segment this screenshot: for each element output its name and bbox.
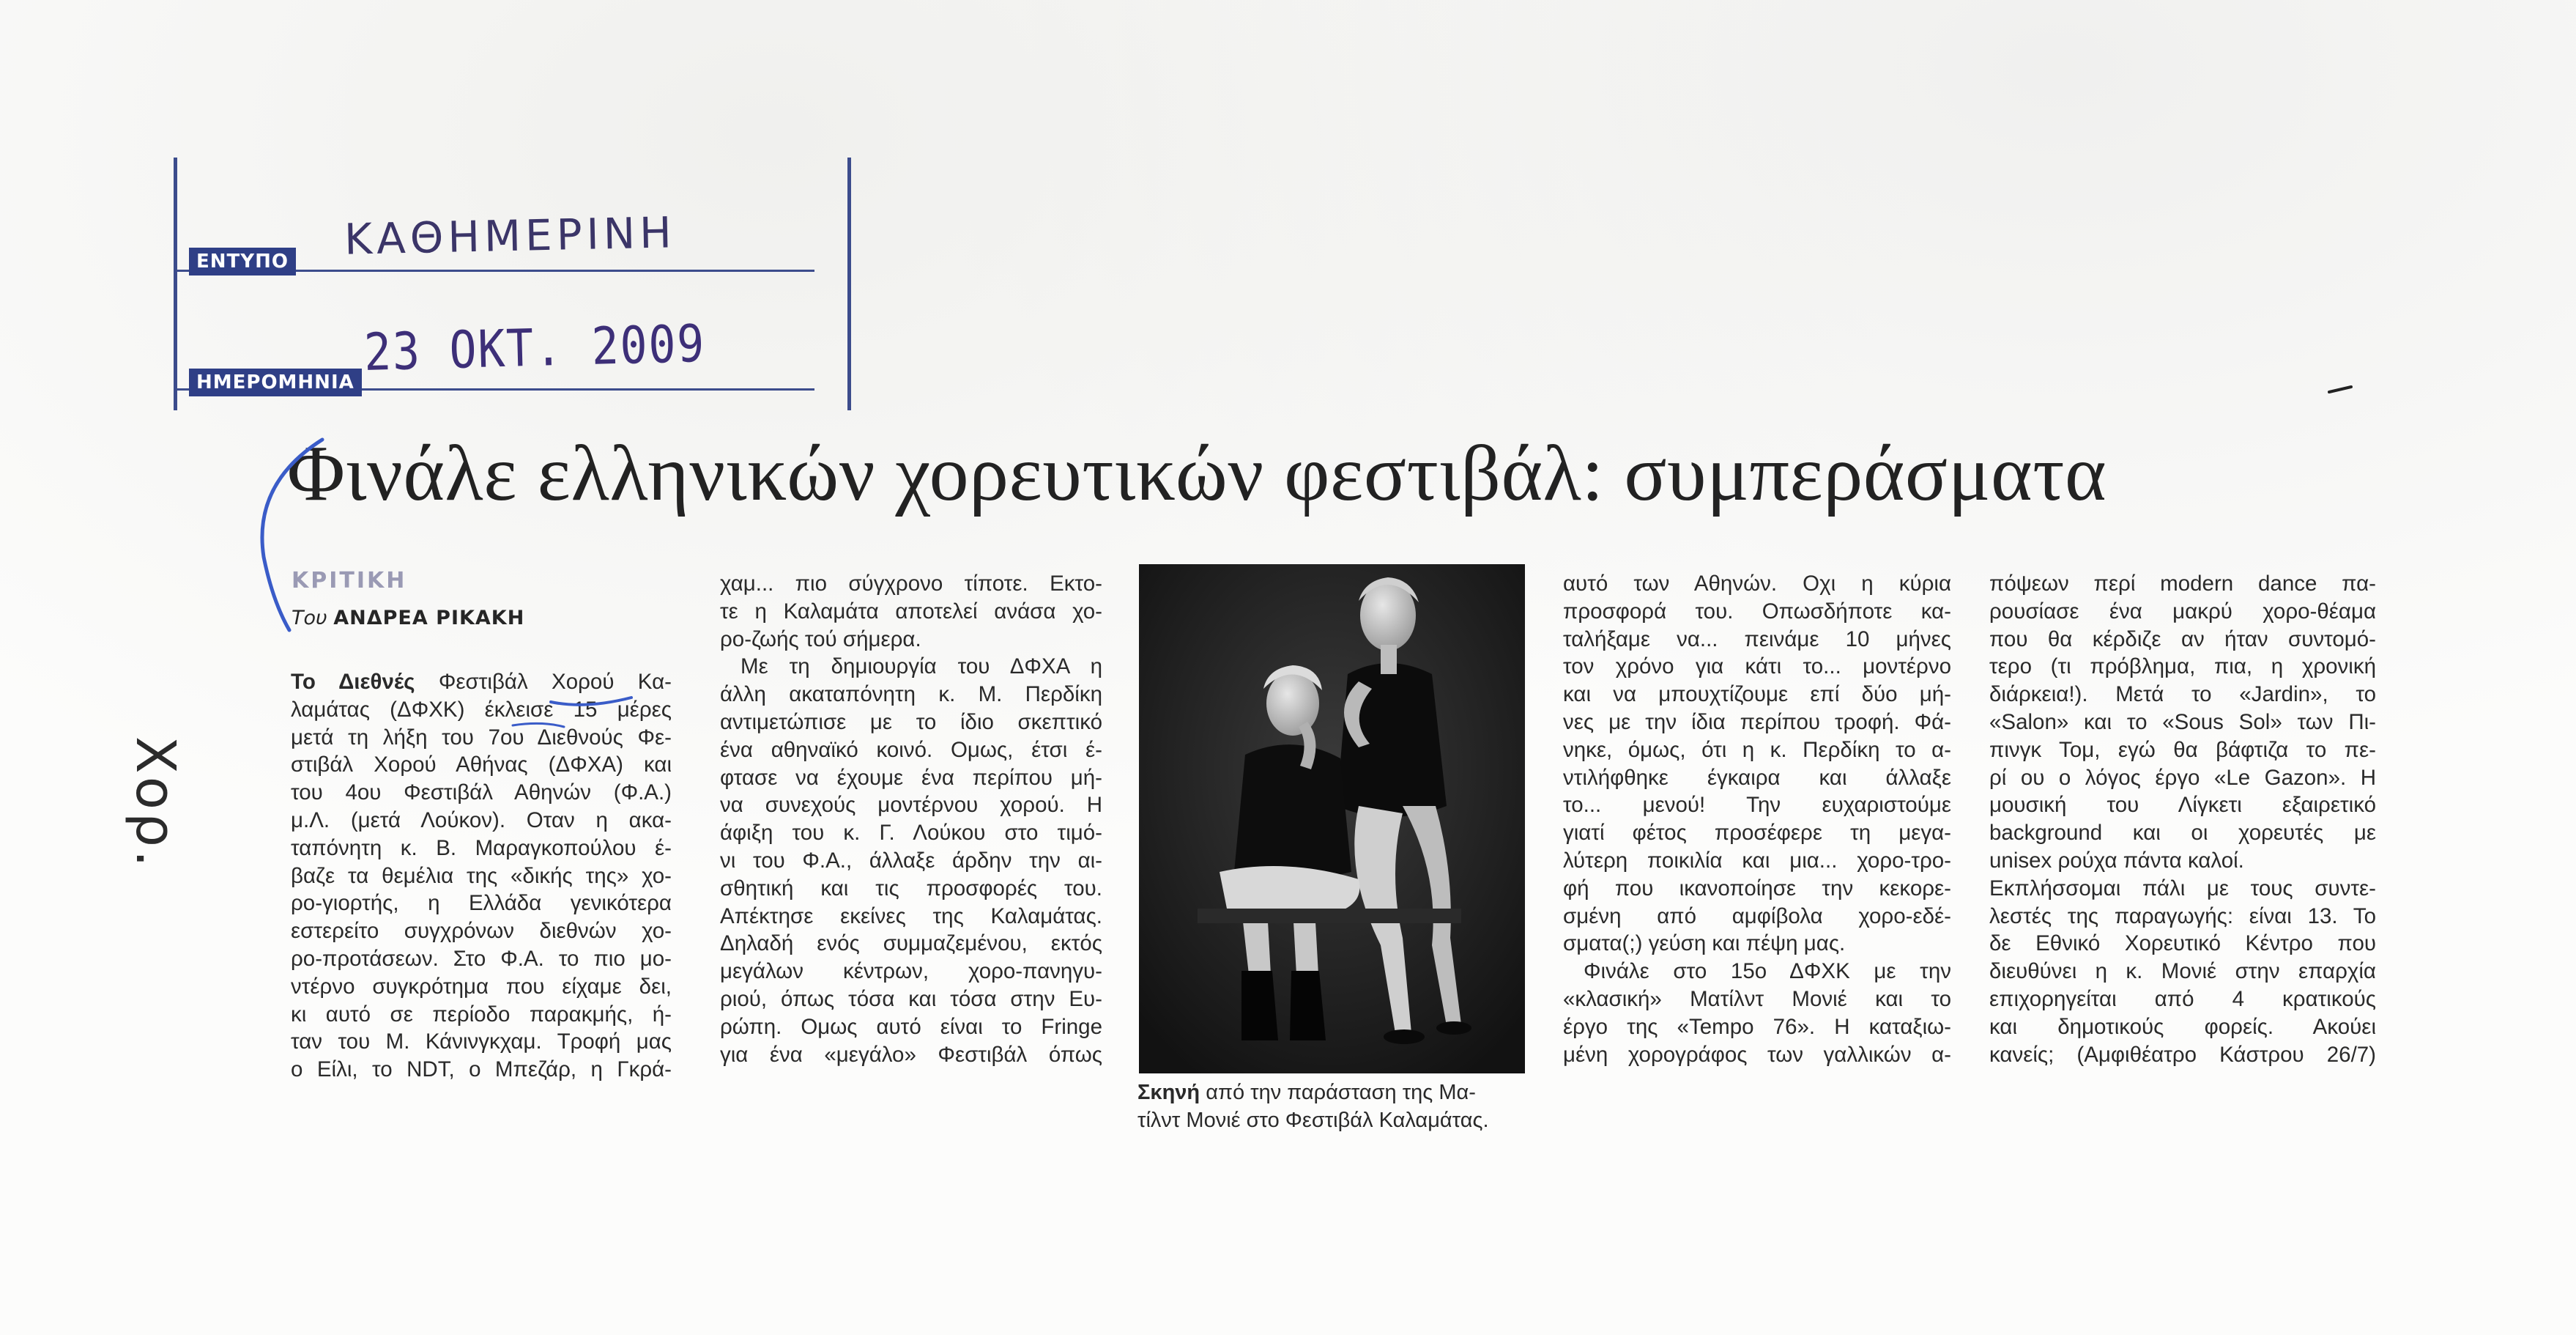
stamp-newspaper-name: ΚΑΘΗΜΕΡΙΝΗ [344,207,677,265]
text-line: το... μενού! Την ευχαριστούμε [1563,793,1951,818]
text-line: που θα κέρδιζε αν ήταν συντομό- [1989,626,2376,651]
handwritten-margin-note: Χορ. [124,736,187,870]
byline-prefix: Του [292,607,327,629]
text-line: μεγάλων κέντρων, χορο-πανηγυ- [720,959,1102,984]
text-line: γιατί φέτος προσέφερε τη μεγα- [1563,821,1951,846]
text-line: εστερείτο συγχρόνων διεθνών χο- [291,919,672,944]
text-line: βαζε τα θεμέλια της «δικής της» χο- [291,863,672,888]
text-line: νηκε, όμως, ότι η κ. Περδίκη το α- [1563,737,1951,762]
text-line: Με τη δημιουργία του ΔΦΧΑ η [740,654,1102,679]
article-column-5 [1989,570,2376,1068]
text-line: ταπόνητη κ. Β. Μαραγκοπούλου έ- [291,835,672,860]
photo-caption [1137,1079,1529,1134]
text-line: άφιξη του κ. Γ. Λούκου στο τιμό- [720,821,1102,846]
text-line: μένη χορογράφος των γαλλικών α- [1563,1042,1951,1067]
text-line: και να μπουχτίζουμε επί δύο μή- [1563,682,1951,707]
caption-line-1-rest: από την παράσταση της Μα- [1200,1081,1476,1104]
text-line: σμένη από αμφίβολα χορο-εδέ- [1563,903,1951,928]
text-line: unisex ρούχα πάντα καλοί. [1989,848,2244,873]
text-line: νες με την ίδια περίπου τροφή. Φά- [1563,709,1951,734]
caption-line-2: τίλντ Μονιέ στο Φεστιβάλ Καλαμάτας. [1137,1109,1489,1132]
text-line: Δηλαδή ενός συμμαζεμένου, εκτός [720,931,1102,956]
text-line: τερο (τι πρόβλημα, πια, η χρονική [1989,654,2376,679]
text-line: ρο-προτάσεων. Στο Φ.Α. το πιο μο- [291,946,672,971]
text-line: πινγκ Τομ, εγώ θα βάφτιζα το πε- [1989,737,2376,762]
text-line: ταν του Μ. Κάνινγκχαμ. Τροφή μας [291,1029,672,1054]
text-line: επιχορηγείται από 4 κρατικούς [1989,986,2376,1011]
text-line: διευθύνει η κ. Μονιέ στην επαρχία [1989,959,2376,984]
text-line: να συνεχούς μοντέρνου χορού. Η [720,793,1102,818]
text-line: λαμάτας (ΔΦΧΚ) έκλεισε 15 μέρες [291,697,672,722]
text-line: νι του Φ.Α., άλλαξε άρδην την αι- [720,848,1102,873]
text-line: ρώπη. Ομως αυτό είναι το Fringe [720,1014,1102,1039]
text-line: διάρκεια!). Μετά το «Jardin», το [1989,682,2376,707]
text-line: Το Διεθνές Φεστιβάλ Χορού Κα- [291,670,672,694]
text-line: φή που ικανοποίησε την κεκορε- [1563,876,1951,901]
text-line: ένα αθηναϊκό κοινό. Ομως, έτσι έ- [720,737,1102,762]
caption-strong: Σκηνή [1137,1081,1200,1104]
text-line: ρί ου ο λόγος έργο «Le Gazon». Η [1989,765,2376,790]
text-line: για ένα «μεγάλο» Φεστιβάλ όπως [720,1042,1102,1067]
text-line: τον χρόνο για κάτι το... μοντέρνο [1563,654,1951,679]
text-line: «κλασική» Ματίλντ Μονιέ και το [1563,986,1951,1011]
byline [292,607,524,629]
stamp-date-value: 23 ΟΚΤ. 2009 [363,313,707,382]
text-line: αντιμετώπισε με το ίδιο σκεπτικό [720,709,1102,734]
text-line: ριού, όπως τόσα και τόσα στην Ευ- [720,986,1102,1011]
section-kicker: ΚΡΙΤΙΚΗ [292,568,407,593]
article-column-4 [1563,570,1951,1068]
text-line: αυτό των Αθηνών. Οχι η κύρια [1563,572,1951,596]
text-line: χαμ... πιο σύγχρονο τίποτε. Εκτο- [720,572,1102,596]
text-line: ρο-ζωής τού σήμερα. [720,626,921,651]
text-line: Εκπλήσσομαι πάλι με τους συντε- [1989,876,2376,901]
text-line: Φινάλε στο 15ο ΔΦΧΚ με την [1584,959,1951,984]
text-line: σματα(;) γεύση και πέψη μας. [1563,931,1846,956]
text-line: του 4ου Φεστιβάλ Αθηνών (Φ.Α.) [291,780,672,805]
text-line: κι αυτό σε περίοδο παρακμής, ή- [291,1002,672,1027]
text-line: πόψεων περί modern dance πα- [1989,572,2376,596]
dancers-photo-drawing [1139,564,1525,1073]
text-line: σθητική και τις προσφορές του. [720,876,1102,901]
text-line: φτασε να έχουμε ένα περίπου μή- [720,765,1102,790]
text-line: λεστές της παραγωγής: είναι 13. Το [1989,903,2376,928]
text-line: προσφορά του. Οπωσδήποτε κα- [1563,599,1951,624]
text-line: ντιλήφθηκε έγκαιρα και άλλαξε [1563,765,1951,790]
text-line: background και οι χορευτές με [1989,821,2376,846]
text-line: Απέκτησε εκείνες της Καλαμάτας. [720,903,1102,928]
text-line: ντέρνο συγκρότημα που είχαμε δει, [291,974,672,999]
text-line: ρουσίασε ένα μακρύ χορο-θέαμα [1989,599,2376,624]
text-line: ταλήξαμε να... πεινάμε 10 μήνες [1563,626,1951,651]
stamp-source-tag: ΕΝΤΥΠΟ [189,248,296,275]
text-line: ο Είλι, το NDT, ο Μπεζάρ, η Γκρά- [291,1057,672,1082]
text-line: λύτερη ποικιλία και μια... χορο-τρο- [1563,848,1951,873]
text-line: ρο-γιορτής, η Ελλάδα γενικότερα [291,891,672,916]
text-line: τε η Καλαμάτα αποτελεί ανάσα χο- [720,599,1102,624]
text-line: κανείς; (Αμφιθέατρο Κάστρου 26/7) [1989,1042,2376,1067]
article-column-2 [720,570,1102,1068]
text-line: και δημοτικούς φορείς. Ακούει [1989,1014,2376,1039]
text-line: μ.Λ. (μετά Λούκον). Οταν η ακα- [291,807,672,832]
stamp-date-tag: ΗΜΕΡΟΜΗΝΙΑ [189,369,362,396]
text-line: άλλη ακαταπόνητη κ. Μ. Περδίκη [720,682,1102,707]
byline-author: ΑΝΔΡΕΑ ΡΙΚΑΚΗ [333,607,525,629]
text-line: «Salon» και το «Sous Sol» των Πι- [1989,709,2376,734]
text-line: μετά τη λήξη του 7ου Διεθνούς Φε- [291,725,672,750]
text-line: έργο της «Tempo 76». Η καταξιω- [1563,1014,1951,1039]
text-line: μουσική του Λίγκετι εξαιρετικό [1989,793,2376,818]
text-line: στιβάλ Χορού Αθήνας (ΔΦΧΑ) και [291,752,672,777]
text-line: δε Εθνικό Χορευτικό Κέντρο που [1989,931,2376,956]
article-column-1 [291,668,672,1084]
dancers-photo [1139,564,1525,1073]
article-headline: Φινάλε ελληνικών χορευτικών φεστιβάλ: συμπεράσματα [287,430,2107,517]
caption-line-1 [1137,1079,1529,1106]
